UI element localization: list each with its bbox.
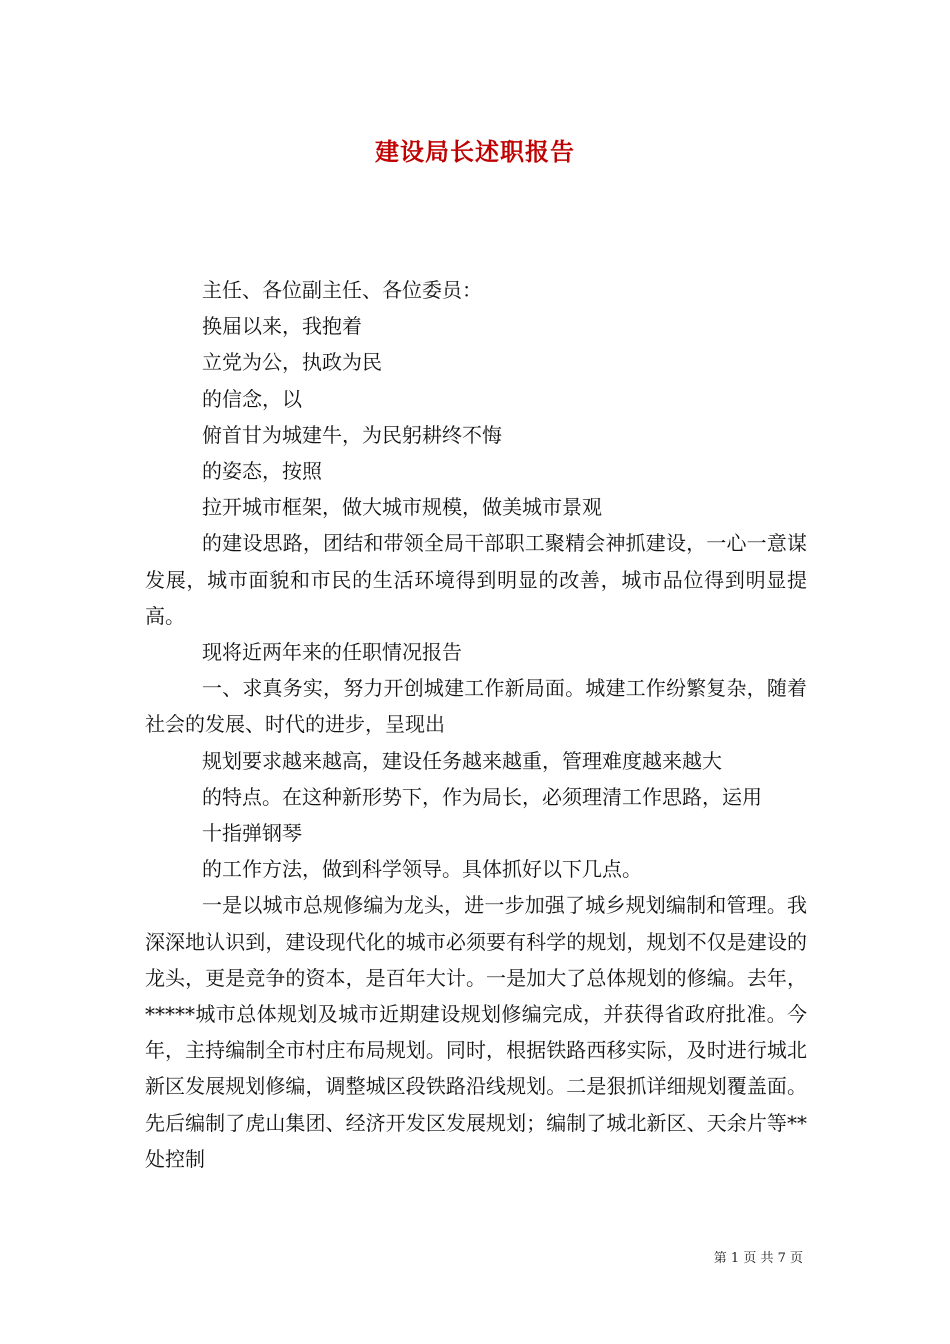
paragraph: 的姿态，按照 [202, 459, 322, 484]
paragraph: 拉开城市框架，做大城市规模，做美城市景观 [202, 495, 602, 520]
paragraph: 十指弹钢琴 [202, 821, 302, 846]
paragraph: 的信念，以 [202, 386, 302, 411]
document-title: 建设局长述职报告 [375, 137, 575, 166]
paragraph: 现将近两年来的任职情况报告 [202, 640, 462, 665]
document-body [145, 272, 807, 1177]
paragraph: 立党为公，执政为民 [202, 350, 382, 375]
paragraph: 一、求真务实，努力开创城建工作新局面。城建工作纷繁复杂，随着社会的发展、时代的进步，呈现出 [145, 676, 807, 737]
page-number-footer: 第 1 页 共 7 页 [713, 1251, 803, 1266]
paragraph: 的工作方法，做到科学领导。具体抓好以下几点。 [202, 857, 642, 882]
paragraph: 一是以城市总规修编为龙头，进一步加强了城乡规划编制和管理。我深深地认识到，建设现代化的城市必须要有科学的规划，规划不仅是建设的龙头，更是竞争的资本，是百年大计。一是加大了总体规划的修编。去年，*****城市总体规划及城市近期建设规划修编完成，并获得省政府批准。今年，主持编制全市村庄布局规划。同时，根据铁路西移实际，及时进行城北新区发展规划修编，调整城区段铁路沿线规划。二是狠抓详细规划覆盖面。先后编制了虎山集团、经济开发区发展规划；编制了城北新区、天余片等**处控制 [145, 893, 807, 1171]
paragraph: 的特点。在这种新形势下，作为局长，必须理清工作思路，运用 [202, 784, 762, 809]
paragraph: 规划要求越来越高，建设任务越来越重，管理难度越来越大 [202, 748, 722, 773]
paragraph-salutation: 主任、各位副主任、各位委员： [202, 278, 482, 302]
paragraph: 的建设思路，团结和带领全局干部职工聚精会神抓建设，一心一意谋发展，城市面貌和市民的生活环境得到明显的改善，城市品位得到明显提高。 [145, 531, 807, 628]
paragraph: 换届以来，我抱着 [202, 314, 362, 339]
paragraph: 俯首甘为城建牛，为民躬耕终不悔 [202, 422, 502, 447]
